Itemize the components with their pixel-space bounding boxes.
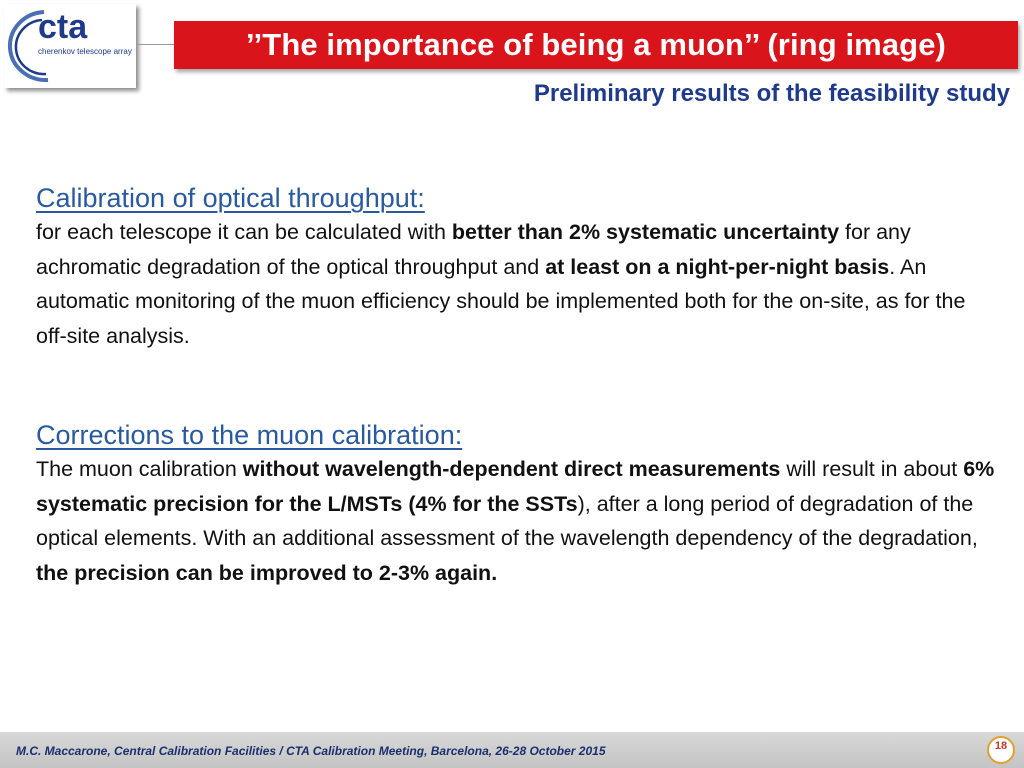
section-optical-throughput [36, 181, 996, 353]
body-emphasis: without wavelength-dependent direct measurements [242, 457, 781, 481]
cta-logo [4, 4, 136, 88]
footer-citation: M.C. Maccarone, Central Calibration Facilities / CTA Calibration Meeting, Barcelona, 26-28 October 2015 [16, 744, 606, 758]
body-emphasis: the precision can be improved to 2-3% again. [36, 560, 498, 585]
section-heading: Corrections to the muon calibration: [36, 420, 463, 450]
logo-connector-line [136, 44, 176, 45]
body-text: for any achromatic degradation of the optical throughput and [36, 220, 911, 279]
title-banner [174, 21, 1018, 69]
body-emphasis: better than 2% systematic uncertainty [451, 220, 840, 244]
slide-title: ’’The importance of being a muon’’ (ring image) [246, 27, 946, 62]
slide-subtitle: Preliminary results of the feasibility study [533, 80, 1010, 107]
footer-bar [0, 732, 1024, 768]
section-muon-corrections [36, 418, 996, 590]
body-text: . An automatic monitoring of the muon efficiency should be implemented both for the on-site, as for the off-site analysis. [36, 254, 966, 348]
page-number-badge: 18 [987, 736, 1015, 764]
body-emphasis: at least on a night-per-night basis [545, 254, 890, 279]
section-body [36, 215, 996, 353]
section-body [36, 452, 996, 590]
body-text: The muon calibration [36, 457, 243, 481]
body-text: ), after a long period of degradation of the optical elements. With an additional assessment of the wavelength dependency of the degradation, [36, 491, 978, 550]
body-text: for each telescope it can be calculated with [36, 220, 452, 244]
logo-wordmark: cta [38, 8, 88, 46]
section-heading: Calibration of optical throughput: [36, 183, 425, 213]
body-emphasis: 6% systematic precision for the L/MSTs (4% for the SSTs [36, 457, 995, 516]
logo-tagline: cherenkov telescope array [38, 47, 132, 56]
body-text: will result in about [780, 457, 964, 481]
